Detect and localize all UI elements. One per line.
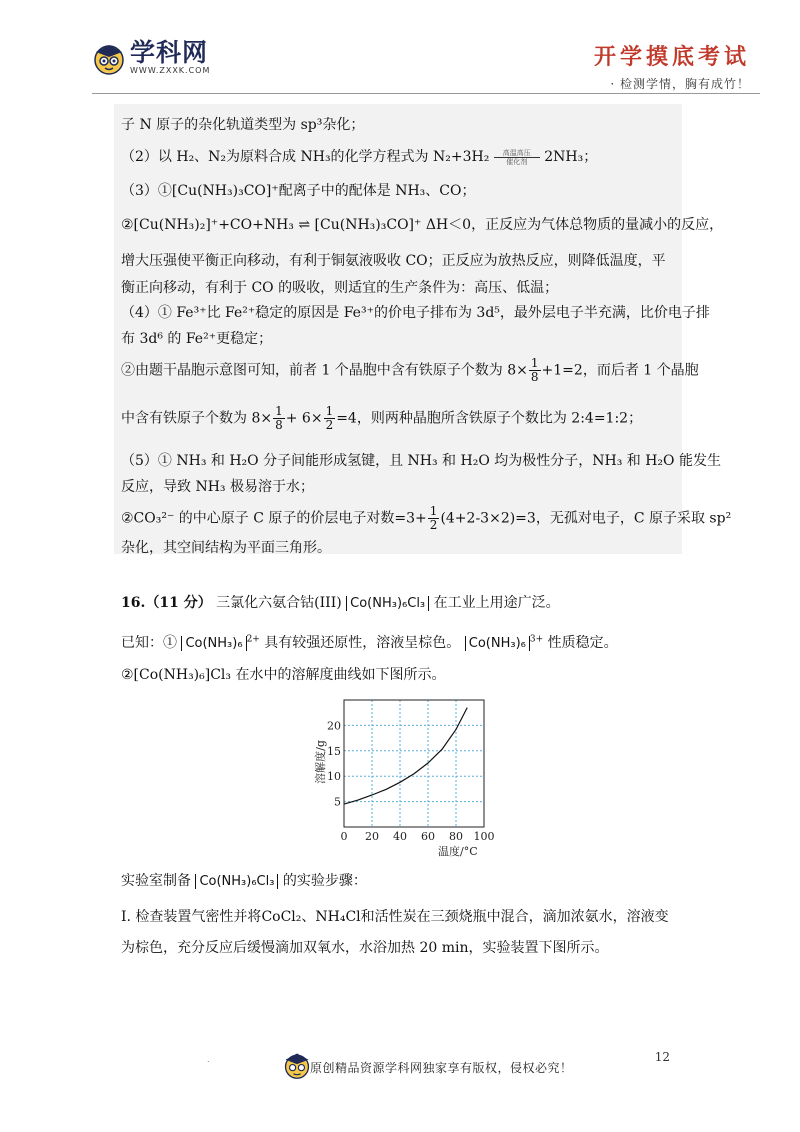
x-tick-labels <box>341 830 495 843</box>
complex-formula: Co(NH₃)₆ <box>181 636 246 651</box>
question-text: 和活性炭在三颈烧瓶中混合，滴加浓氨水，溶液变 <box>360 909 669 925</box>
solubility-chart <box>314 700 498 864</box>
answer-line: 杂化，其空间结构为平面三角形。 <box>121 540 331 556</box>
answer-line: 反应，导致 NH₃ 极易溶于水； <box>121 479 314 495</box>
x-tick-label: 0 <box>340 830 348 843</box>
x-tick-label: 80 <box>449 830 463 843</box>
chart-svg <box>314 700 498 860</box>
arrow-condition-top: 高温高压 <box>502 148 531 157</box>
answer-line <box>121 357 699 384</box>
ion-charge: 3+ <box>529 634 544 645</box>
y-tick-label: 15 <box>327 744 341 758</box>
question-title <box>121 592 560 612</box>
x-tick-label: 60 <box>421 830 435 843</box>
y-tick-label: 10 <box>327 770 341 784</box>
fraction <box>529 357 541 384</box>
question-text: 已知：① <box>121 635 177 651</box>
fraction <box>428 505 440 532</box>
fraction-numerator: 1 <box>429 504 438 518</box>
answer-line: 增大压强使平衡正向移动，有利于铜氨液吸收 CO；正反应为放热反应，则降低温度，平 <box>121 253 666 269</box>
answer-line <box>121 405 642 432</box>
fraction-denominator: 8 <box>275 418 283 432</box>
question-text: I. 检查装置气密性并将 <box>121 909 262 925</box>
footer-dot: . <box>207 1055 210 1064</box>
step-line: 为棕色，充分反应后缓慢滴加双氧水，水浴加热 20 min，实验装置下图所示。 <box>121 940 609 956</box>
answer-line <box>121 505 731 532</box>
answer-line: （4）① Fe³⁺比 Fe²⁺稳定的原因是 Fe³⁺的价电子排布为 3d⁵，最外层电子半充满，比价电子排 <box>121 305 710 321</box>
chemical-formula: NH₄Cl <box>315 909 361 925</box>
solubility-curve <box>344 708 467 805</box>
answer-text: +1=2，而后者 1 个晶胞 <box>541 362 699 379</box>
slogan <box>594 40 750 92</box>
y-tick-label: 5 <box>334 795 341 809</box>
complex-formula: Co(NH₃)₆Cl₃ <box>346 596 429 611</box>
arrow-condition-bottom: 催化剂 <box>494 157 540 166</box>
answer-line: 布 3d⁶ 的 Fe²⁺更稳定； <box>121 331 273 347</box>
x-tick-label: 40 <box>393 830 407 843</box>
answer-line: ②[Cu(NH₃)₂]⁺+CO+NH₃ ⇌ [Cu(NH₃)₃CO]⁺ ΔH＜0，正反应为气体总物质的量减小的反应， <box>121 217 724 233</box>
plot-frame <box>344 700 484 827</box>
fraction-denominator: 8 <box>530 370 539 384</box>
question-text: 性质稳定。 <box>547 635 618 651</box>
answer-text: =4，则两种晶胞所含铁原子个数比为 2:4=1:2； <box>336 410 643 427</box>
question-text: 的实验步骤： <box>282 873 367 889</box>
x-axis-label: 温度/°C <box>438 845 478 858</box>
fraction-denominator: 2 <box>429 518 438 532</box>
answer-text: ②由题干晶胞示意图可知，前者 1 个晶胞中含有铁原子个数为 8× <box>121 362 528 379</box>
ion-charge: 2+ <box>246 634 260 645</box>
y-axis-label: 溶解度/g <box>314 740 327 784</box>
separator: 、 <box>301 909 316 925</box>
complex-formula: Co(NH₃)₆Cl₃ <box>195 874 278 889</box>
question-text: 三氯化六氨合钴(III) <box>216 595 342 611</box>
question-text: 在工业上用途广泛。 <box>433 595 560 611</box>
mascot-face-icon <box>92 41 126 75</box>
answer-text: + 6× <box>285 410 323 427</box>
answer-text: (4+2-3×2)=3，无孤对电子，C 原子采取 sp² <box>440 510 732 527</box>
question-known: ②[Co(NH₃)₆]Cl₃ 在水中的溶解度曲线如下图所示。 <box>121 667 446 683</box>
site-logo <box>92 40 210 75</box>
answer-line: （5）① NH₃ 和 H₂O 分子间能形成氢键，且 NH₃ 和 H₂O 均为极性分子，NH₃ 和 H₂O 能发生 <box>121 453 721 469</box>
fraction <box>273 405 285 432</box>
answer-line: 衡正向移动，有利于 CO 的吸收，则适宜的生产条件为：高压、低温； <box>121 280 559 296</box>
header-divider <box>92 93 760 94</box>
answer-text: 中含有铁原子个数为 8× <box>121 410 273 427</box>
y-tick-label: 20 <box>327 719 341 733</box>
question-text: 具有较强还原性，溶液呈棕色。 <box>264 635 461 651</box>
answer-line <box>121 146 597 166</box>
logo-title: 学科网 <box>130 38 209 67</box>
complex-formula: Co(NH₃)₆ <box>465 636 530 651</box>
fraction-numerator: 1 <box>325 404 334 418</box>
y-tick-labels <box>327 719 341 808</box>
fraction-denominator: 2 <box>325 418 334 432</box>
answer-text: 2NH₃； <box>544 149 598 165</box>
answer-line: 子 N 原子的杂化轨道类型为 sp³杂化； <box>121 117 365 133</box>
chart-grid <box>344 700 484 827</box>
answer-text: （2）以 H₂、N₂为原料合成 NH₃的化学方程式为 N₂+3H₂ <box>121 149 490 165</box>
page-number: 12 <box>654 1050 670 1064</box>
chemical-formula: CoCl₂ <box>261 909 302 925</box>
answer-line: （3）①[Cu(NH₃)₃CO]⁺配离子中的配体是 NH₃、CO； <box>121 183 476 199</box>
answer-text: ②CO₃²⁻ 的中心原子 C 原子的价层电子对数=3+ <box>121 510 427 527</box>
fraction-numerator: 1 <box>530 356 539 370</box>
mascot-face-icon <box>282 1050 312 1080</box>
question-number: 16.（11 分） <box>121 595 212 611</box>
step-line <box>121 906 669 926</box>
fraction-numerator: 1 <box>275 404 283 418</box>
equilibrium-arrow <box>494 149 540 166</box>
prep-heading <box>121 870 367 890</box>
question-known <box>121 632 618 652</box>
x-tick-label: 20 <box>365 830 379 843</box>
logo-url: WWW.ZXXK.COM <box>130 66 211 75</box>
x-tick-label: 100 <box>473 830 495 843</box>
question-text: 实验室制备 <box>121 873 191 889</box>
fraction <box>324 405 336 432</box>
copyright-notice: 原创精品资源学科网独家享有版权，侵权必究！ <box>310 1061 573 1075</box>
slogan-title: 开学摸底考试 <box>593 44 750 70</box>
slogan-subtitle: · 检测学情，胸有成竹！ <box>610 77 750 91</box>
